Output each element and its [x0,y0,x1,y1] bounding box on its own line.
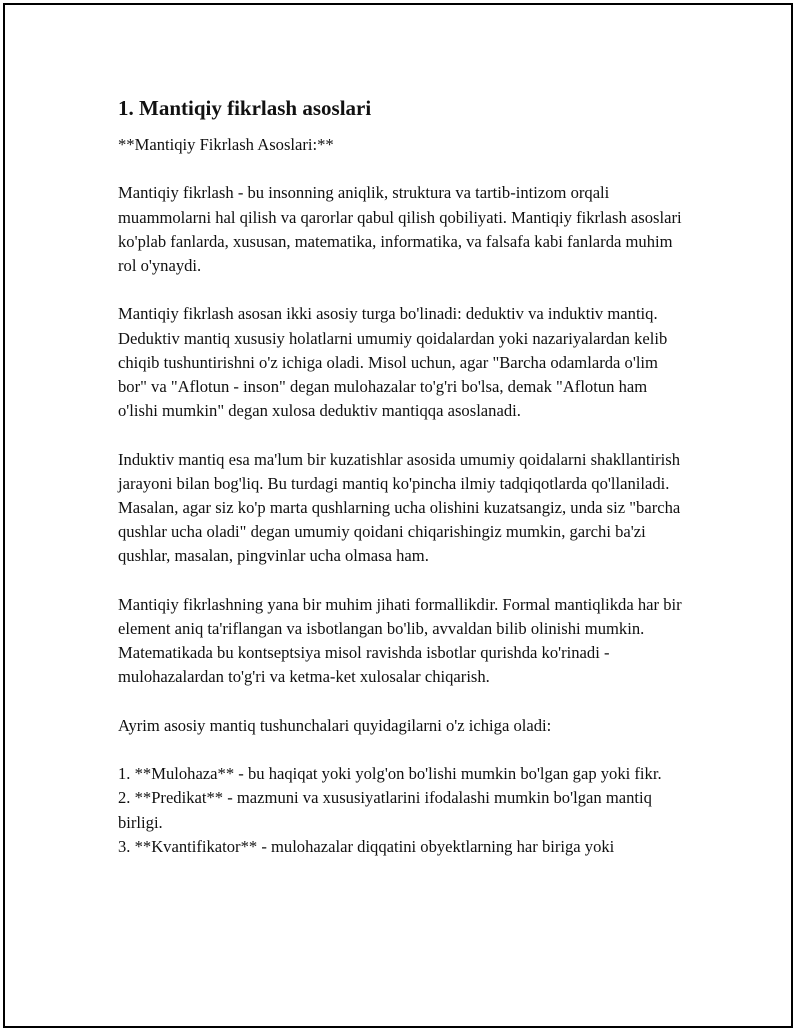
document-title: 1. Mantiqiy fikrlash asoslari [118,96,372,120]
paragraph-gap [118,157,688,181]
document-body [118,95,688,859]
paragraph-deductive: Mantiqiy fikrlash asosan ikki asosiy turga bo'linadi: deduktiv va induktiv mantiq. Deduktiv mantiq xususiy holatlarni umumiy qoidalardan yoki nazariyalardan kelib chiqib tushuntirishni o'z ichiga oladi. Misol uchun, agar "Barcha odamlarda o'lim bor" va "Aflotun - inson" degan mulohazalar to'g'ri bo'lsa, demak "Aflotun ham o'lishi mumkin" degan xulosa deduktiv mantiqqa asoslanadi. [118,304,672,421]
paragraph-gap [118,278,688,302]
paragraph-gap [118,423,688,447]
list-item: 2. **Predikat** - mazmuni va xususiyatlarini ifodalashi mumkin bo'lgan mantiq birligi. [118,788,657,832]
list-item: 1. **Mulohaza** - bu haqiqat yoki yolg'on bo'lishi mumkin bo'lgan gap yoki fikr. [118,764,662,784]
list-item: 3. **Kvantifikator** - mulohazalar diqqatini obyektlarning har biriga yoki [118,836,615,856]
paragraph-definition: Mantiqiy fikrlash - bu insonning aniqlik, struktura va tartib-intizom orqali muammolarni hal qilish va qarorlar qabul qilish qobiliyati. Mantiqiy fikrlash asoslari ko'plab fanlarda, xususan, matematika, informatika, va falsafa kabi fanlarda muhim rol o'ynaydi. [118,183,686,275]
paragraph-formality: Mantiqiy fikrlashning yana bir muhim jihati formallikdir. Formal mantiqlikda har bir element aniq ta'riflangan va isbotlangan bo'lib, avvaldan bilib olinishi mumkin. Matematikada bu kontseptsiya misol ravishda isbotlar qurishda ko'rinadi - mulohazalardan to'g'ri va ketma-ket xulosalar chiqarish. [118,594,686,687]
paragraph-gap [118,569,688,593]
subheading: **Mantiqiy Fikrlash Asoslari:** [118,135,334,154]
paragraph-list-intro: Ayrim asosiy mantiq tushunchalari quyidagilarni o'z ichiga oladi: [118,715,552,735]
paragraph-gap [118,738,688,762]
paragraph-gap [118,690,688,714]
paragraph-inductive: Induktiv mantiq esa ma'lum bir kuzatishlar asosida umumiy qoidalarni shakllantirish jarayoni bilan bog'liq. Bu turdagi mantiq ko'pincha ilmiy tadqiqotlarda qo'llaniladi. Masalan, agar siz ko'p marta qushlarning ucha olishini kuzatsangiz, unda siz "barcha qushlar ucha oladi" degan umumiy qoidani chiqarishingiz mumkin, garchi ba'zi qushlar, masalan, pingvinlar ucha olmasa ham. [118,449,685,566]
